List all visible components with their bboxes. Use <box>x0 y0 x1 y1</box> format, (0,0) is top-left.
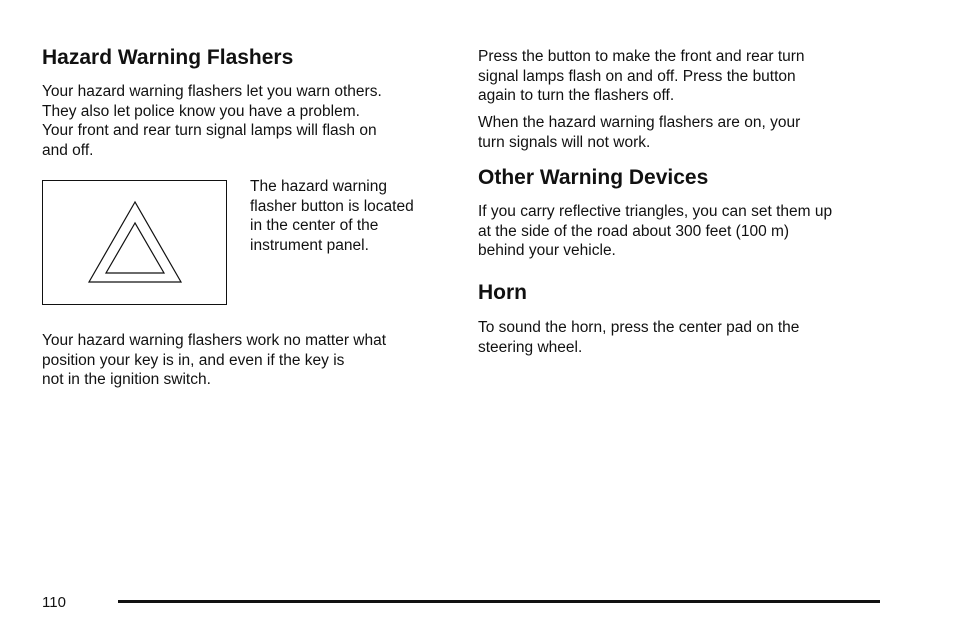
text-line: steering wheel. <box>478 338 583 356</box>
footer-rule <box>118 600 880 603</box>
text-line: Press the button to make the front and rear turn <box>478 48 805 65</box>
press-paragraph <box>478 47 805 106</box>
text-line: Your hazard warning flashers let you warn others. <box>42 83 382 100</box>
text-line: If you carry reflective triangles, you can set them up <box>478 203 833 220</box>
text-line: not in the ignition switch. <box>42 371 211 389</box>
other-devices-heading: Other Warning Devices <box>478 166 709 189</box>
hazard-button-figure <box>42 180 227 305</box>
text-line: flasher button is located <box>250 197 414 215</box>
text-line: turn signals will not work. <box>478 133 651 151</box>
text-line: again to turn the flashers off. <box>478 87 675 105</box>
horn-heading: Horn <box>478 281 527 304</box>
text-line: signal lamps flash on and off. Press the button <box>478 67 796 85</box>
text-line: instrument panel. <box>250 236 369 254</box>
text-line: behind your vehicle. <box>478 242 616 260</box>
text-line: To sound the horn, press the center pad on the <box>478 319 800 336</box>
hazard-triangle-icon <box>43 181 228 306</box>
text-line: at the side of the road about 300 feet (100 m) <box>478 222 790 240</box>
horn-paragraph <box>478 318 799 357</box>
signals-paragraph <box>478 113 800 152</box>
text-line: in the center of the <box>250 217 379 235</box>
text-line: position your key is in, and even if the key is <box>42 351 345 369</box>
hazard-intro-paragraph <box>42 82 382 160</box>
page-number: 110 <box>42 594 66 611</box>
text-line: and off. <box>42 141 94 159</box>
text-line: Your front and rear turn signal lamps will flash on <box>42 122 377 140</box>
other-devices-paragraph <box>478 202 832 261</box>
hazard-note-paragraph <box>42 331 386 390</box>
hazard-heading: Hazard Warning Flashers <box>42 46 294 69</box>
text-line: When the hazard warning flashers are on, your <box>478 114 801 131</box>
text-line: Your hazard warning flashers work no matter what <box>42 332 387 349</box>
figure-caption <box>250 177 450 255</box>
text-line: The hazard warning <box>250 178 387 195</box>
text-line: They also let police know you have a problem. <box>42 102 360 120</box>
